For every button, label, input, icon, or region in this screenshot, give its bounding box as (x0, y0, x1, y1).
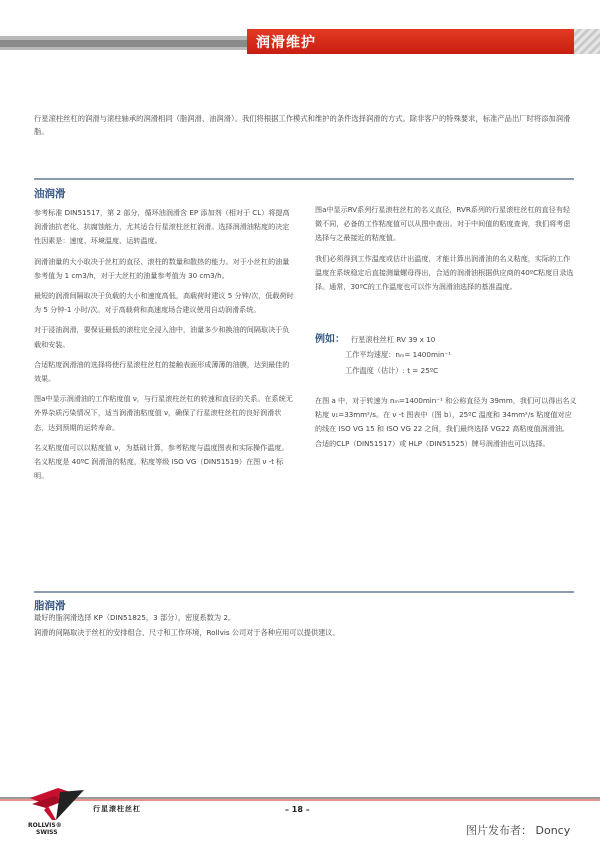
brand-name: ROLLVIS® (28, 822, 62, 829)
oil-left-paragraph: 润滑油量的大小取决于丝杠的直径、滚柱的数量和散热的能力。对于小丝杠的油量参考值为 1 cm3/h，对于大丝杠的油量参考值为 30 cm3/h。 (34, 256, 290, 280)
publisher-watermark: 图片发布者： Doncy (466, 824, 571, 837)
oil-left-column (34, 206, 294, 489)
section-divider-grease (34, 591, 574, 593)
footer-company-name: 行星滚柱丝杠 (93, 805, 141, 813)
oil-left-paragraph: 图a中显示润滑油的工作粘度值 ν，与行星滚柱丝杠的转速和直径的关系。在系统无外界杂质污染情况下，适当润滑油粘度值 ν，确保了行星滚柱丝杠的良好润滑状态，达到预期的运转寿命。 (34, 394, 293, 432)
logo-wordmark (28, 822, 62, 836)
header-title-tab (247, 29, 600, 54)
section-divider-oil (34, 178, 574, 180)
oil-right-column (315, 203, 577, 300)
grease-line: 最好的脂润滑选择 KP（DIN51825，3 部分），密度系数为 2。 (34, 613, 236, 622)
oil-left-paragraph: 最短的润滑间隔取决于负载的大小和速度高低，高载荷时建议 5 分钟/次，低载荷时为 5 分钟-1 小时/次。对于高载荷和高速度场合建议使用自动润滑系统。 (34, 291, 294, 315)
grease-text (34, 611, 574, 640)
example-line-speed: 工作平均速度：nₘ= 1400min⁻¹ (345, 350, 452, 359)
calculation-paragraph: 合适的CLP（DIN51517）或 HLP（DIN51525）牌号润滑油也可以选择。 (315, 438, 550, 448)
page-title: 润滑维护 (256, 35, 316, 51)
header-decoration (574, 29, 600, 54)
grease-line: 润滑的间隔取决于丝杠的安排组合、尺寸和工作环境，Rollvis 公司对于各种应用可以提供建议。 (34, 627, 340, 637)
example-label: 例如： (315, 334, 345, 345)
page-number: – 18 – (285, 805, 310, 814)
oil-right-paragraph: 图a中显示RV系列行星滚柱丝杠的名义直径，RVR系列的行星滚柱丝杠的直径有轻微不同，必备的工作粘度值可以从图中查出。对于中间值的粘度查询，我们将考虑选择与之最接近的粘度值。 (315, 205, 571, 243)
example-line-temperature: 工作温度（估计）: t = 25ºC (345, 366, 439, 375)
calculation-paragraph: 在图 a 中，对于转速为 nₘ=1400min⁻¹ 和公称直径为 39mm，我们可以得出名义粘度 ν₁=33mm²/s。在 ν -t 图表中（图 b），25ºC 温度和 34mm²/s 粘度值对应的线在 ISO VG 15 和 ISO VG 22 之间，我们最终选择 VG22 高粘度值润滑油。 (315, 396, 577, 434)
oil-left-paragraph: 合适粘度润滑油的选择将使行星滚柱丝杠的接触表面形成薄薄的油膜，达到最佳的效果。 (34, 359, 290, 384)
example-line-spindle: 行星滚柱丝杠 RV 39 x 10 (351, 335, 436, 344)
footer-rule-accent (0, 799, 600, 801)
intro-paragraph: 行星滚柱丝杠的润滑与滚柱轴承的润滑相同（脂润滑、油润滑）。我们将根据工作模式和维护的条件选择润滑的方式。除非客户的特殊要求，标准产品出厂时将添加润滑脂。 (34, 114, 571, 136)
header-bar-accent (0, 40, 247, 47)
oil-calculation-column (315, 394, 577, 451)
grease-heading: 脂润滑 (34, 600, 66, 612)
brand-sub: SWISS (36, 829, 58, 836)
oil-left-paragraph: 参考标准 DIN51517，第 2 部分，循环油润滑含 EP 添加剂（相对于 CL）将提高润滑油抗老化、抗腐蚀能力，尤其适合行星滚柱丝杠润滑。选择润滑油粘度的决定性因素是：速度、环境温度、运转温度。 (34, 208, 290, 246)
oil-heading: 油润滑 (34, 188, 66, 200)
oil-left-paragraph: 名义粘度值可以以粘度值 ν，为基础计算，参考粘度与温度图表和实际操作温度。名义粘度是 40ºC 润滑油的粘度，粘度等级 ISO VG（DIN51519）在图 ν -t 标明。 (34, 442, 289, 481)
oil-right-paragraph: 我们必须得到工作温度或估计出温度，才能计算出润滑油的名义粘度，实际的工作温度在系统稳定后直接测量螺母得出，合适的润滑油根据供应商的40ºC粘度目录选择。通常，30ºC的工作温度也可以作为润滑油选择的基准温度。 (315, 253, 574, 292)
oil-left-paragraph: 对于浸油润滑，要保证最低的滚柱完全浸入油中，油量多少和换油的间隔取决于负载和安装。 (34, 325, 290, 349)
